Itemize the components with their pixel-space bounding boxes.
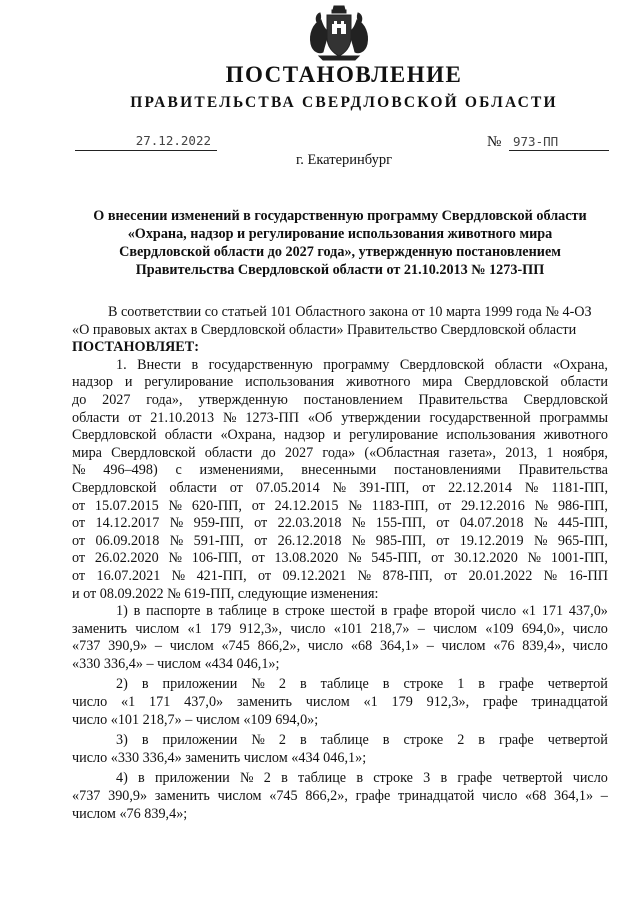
- sub2-line: число «101 218,7» – числом «109 694,0»;: [72, 711, 319, 728]
- number-sign: №: [487, 134, 502, 150]
- sub3-line: 3) в приложении № 2 в таблице в строке 2 в графе четвертой: [116, 732, 608, 749]
- heading-line: Свердловской области до 2027 года», утвержденную постановлением: [119, 244, 561, 260]
- item1-line: от 16.07.2021 № 421-ПП, от 09.12.2021 № 878-ПП, от 20.01.2022 № 16-ПП: [72, 567, 608, 584]
- coat-of-arms-emblem-icon: [303, 4, 375, 62]
- decree-word: ПОСТАНОВЛЯЕТ:: [72, 339, 199, 356]
- intro-line: В соответствии со статьей 101 Областного закона от 10 марта 1999 года № 4-ОЗ: [108, 304, 592, 320]
- heading-line: Правительства Свердловской области от 21.10.2013 № 1273-ПП: [135, 262, 545, 278]
- item1-line: мира Свердловской области до 2027 года» («Областная газета», 2013, 1 ноября,: [72, 444, 608, 461]
- item1-line: от 06.09.2018 № 591-ПП, от 26.12.2018 № 985-ПП, от 19.12.2019 № 965-ПП,: [72, 532, 608, 549]
- item1-line: Свердловской области от 07.05.2014 № 391-ПП, от 22.12.2014 № 1181-ПП,: [72, 479, 608, 496]
- document-date: 27.12.2022: [75, 133, 217, 151]
- item1-line: Свердловской области «Охрана, надзор и регулирование использования животного: [72, 427, 608, 444]
- item1-line: № 496–498) с изменениями, внесенными постановлениями Правительства: [72, 462, 608, 479]
- item1-line: от 26.02.2020 № 106-ПП, от 13.08.2020 № 545-ПП, от 30.12.2020 № 1001-ПП,: [72, 550, 608, 567]
- item1-line: от 15.07.2015 № 620-ПП, от 24.12.2015 № 1183-ПП, от 29.12.2016 № 986-ПП,: [72, 497, 608, 514]
- item1-line: надзор и регулирование использования животного мира Свердловской области: [72, 374, 608, 391]
- document-number: 973-ПП: [509, 134, 609, 151]
- sub1-line: «330 336,4» – числом «434 046,1»;: [72, 655, 280, 672]
- heading-line: «Охрана, надзор и регулирование использования животного мира: [127, 226, 553, 242]
- item1-line: области от 21.10.2013 № 1273-ПП «Об утверждении государственной программы: [72, 409, 608, 426]
- document-body: [72, 304, 608, 823]
- sub1-line: 1) в паспорте в таблице в строке шестой в графе второй число «1 171 437,0»: [116, 603, 608, 620]
- item1-line: от 14.12.2017 № 959-ПП, от 22.03.2018 № 155-ПП, от 04.07.2018 № 445-ПП,: [72, 515, 608, 532]
- sub1-line: «737 390,9» – числом «745 866,2», число «68 364,1» – числом «76 839,4», число: [72, 638, 608, 655]
- document-heading: [70, 207, 610, 279]
- sub1-line: заменить числом «1 179 912,3», число «101 218,7» – числом «109 694,0», число: [72, 620, 608, 637]
- sub2-line: число «1 171 437,0» заменить числом «1 179 912,3», графе тринадцатой: [72, 694, 608, 711]
- document-city: г. Екатеринбург: [295, 152, 393, 168]
- item1-line: 1. Внести в государственную программу Свердловской области «Охрана,: [116, 356, 608, 373]
- intro-line: «О правовых актах в Свердловской области» Правительство Свердловской области: [72, 321, 577, 338]
- document-subtitle: ПРАВИТЕЛЬСТВА СВЕРДЛОВСКОЙ ОБЛАСТИ: [130, 94, 558, 111]
- sub4-line: числом «76 839,4»;: [72, 805, 188, 822]
- sub4-line: «737 390,9» заменить числом «745 866,2», графе тринадцатой число «68 364,1» –: [72, 788, 608, 805]
- sub4-line: 4) в приложении № 2 в таблице в строке 3 в графе четвертой число: [116, 770, 608, 787]
- sub2-line: 2) в приложении № 2 в таблице в строке 1 в графе четвертой: [116, 676, 608, 693]
- item1-line: и от 08.09.2022 № 619-ПП, следующие изменения:: [72, 585, 379, 602]
- document-title: ПОСТАНОВЛЕНИЕ: [225, 62, 463, 87]
- heading-line: О внесении изменений в государственную программу Свердловской области: [93, 208, 587, 224]
- sub3-line: число «330 336,4» заменить числом «434 046,1»;: [72, 749, 367, 766]
- document-number-block: [487, 134, 609, 152]
- item1-line: до 2027 года», утвержденную постановлением Правительства Свердловской: [72, 391, 608, 408]
